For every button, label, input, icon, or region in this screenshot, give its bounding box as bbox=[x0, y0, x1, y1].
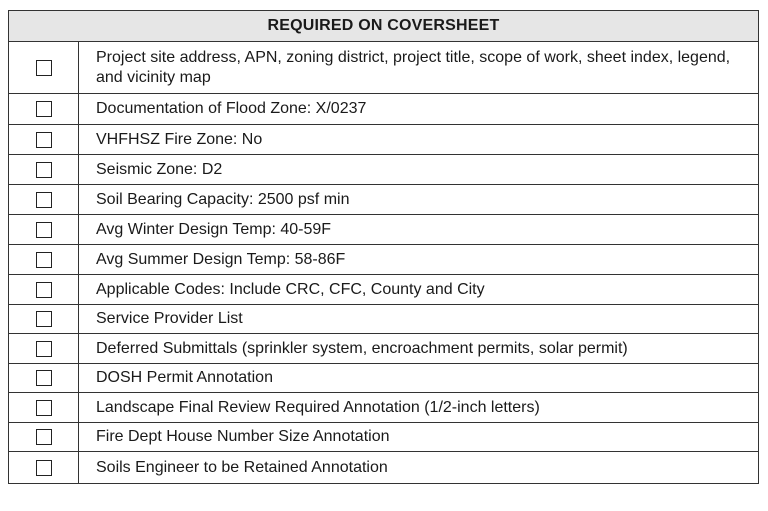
checkbox-cell bbox=[9, 185, 79, 214]
checkbox-cell bbox=[9, 245, 79, 274]
checkbox[interactable] bbox=[36, 370, 52, 386]
checkbox-cell bbox=[9, 393, 79, 422]
checklist-item-label: Landscape Final Review Required Annotation (1/2-inch letters) bbox=[96, 398, 540, 416]
checklist-item-label: Deferred Submittals (sprinkler system, encroachment permits, solar permit) bbox=[96, 339, 628, 357]
checklist-item-label: Soils Engineer to be Retained Annotation bbox=[96, 458, 388, 476]
checklist-row bbox=[9, 185, 758, 215]
checkbox[interactable] bbox=[36, 400, 52, 416]
checkbox-cell bbox=[9, 155, 79, 184]
checkbox[interactable] bbox=[36, 311, 52, 327]
checklist-row bbox=[9, 245, 758, 275]
checkbox[interactable] bbox=[36, 252, 52, 268]
checkbox-cell bbox=[9, 275, 79, 304]
checklist-item-label: VHFHSZ Fire Zone: No bbox=[96, 130, 263, 148]
checklist-row bbox=[9, 275, 758, 305]
checklist-item-label: Service Provider List bbox=[96, 310, 243, 327]
checklist-title: REQUIRED ON COVERSHEET bbox=[9, 11, 758, 42]
checkbox[interactable] bbox=[36, 192, 52, 208]
checkbox-cell bbox=[9, 125, 79, 154]
checkbox[interactable] bbox=[36, 101, 52, 117]
checkbox-cell bbox=[9, 305, 79, 333]
checkbox-cell bbox=[9, 452, 79, 483]
checkbox-cell bbox=[9, 364, 79, 392]
checkbox-cell bbox=[9, 423, 79, 451]
checkbox[interactable] bbox=[36, 341, 52, 357]
checklist-row bbox=[9, 334, 758, 364]
checkbox[interactable] bbox=[36, 429, 52, 445]
checkbox-cell bbox=[9, 215, 79, 244]
checkbox[interactable] bbox=[36, 132, 52, 148]
checklist-row bbox=[9, 452, 758, 483]
checklist-item-label: Applicable Codes: Include CRC, CFC, County and City bbox=[96, 280, 485, 298]
coversheet-checklist bbox=[8, 10, 759, 484]
checklist-row bbox=[9, 305, 758, 334]
checklist-item-label: Documentation of Flood Zone: X/0237 bbox=[96, 100, 367, 117]
checkbox[interactable] bbox=[36, 460, 52, 476]
checkbox-cell bbox=[9, 334, 79, 363]
checklist-item-label: Avg Winter Design Temp: 40-59F bbox=[96, 220, 332, 238]
checklist-item-label: Avg Summer Design Temp: 58-86F bbox=[96, 250, 346, 268]
checklist-row bbox=[9, 393, 758, 423]
checklist-row bbox=[9, 94, 758, 125]
checklist-item-label: DOSH Permit Annotation bbox=[96, 369, 273, 386]
checklist-item-label: Project site address, APN, zoning district, project title, scope of work, sheet index, legend, and vicinity map bbox=[96, 48, 731, 86]
checklist-row bbox=[9, 423, 758, 452]
checkbox[interactable] bbox=[36, 60, 52, 76]
checklist-row bbox=[9, 125, 758, 155]
checkbox[interactable] bbox=[36, 162, 52, 178]
checklist-rows bbox=[9, 42, 758, 483]
checklist-row bbox=[9, 155, 758, 185]
checklist-item-label: Fire Dept House Number Size Annotation bbox=[96, 428, 390, 445]
checkbox[interactable] bbox=[36, 222, 52, 238]
checklist-item-label: Seismic Zone: D2 bbox=[96, 160, 223, 178]
checklist-item-label: Soil Bearing Capacity: 2500 psf min bbox=[96, 190, 350, 208]
checklist-row bbox=[9, 42, 758, 94]
checkbox-cell bbox=[9, 42, 79, 93]
checklist-row bbox=[9, 364, 758, 393]
checkbox-cell bbox=[9, 94, 79, 124]
checklist-row bbox=[9, 215, 758, 245]
checkbox[interactable] bbox=[36, 282, 52, 298]
